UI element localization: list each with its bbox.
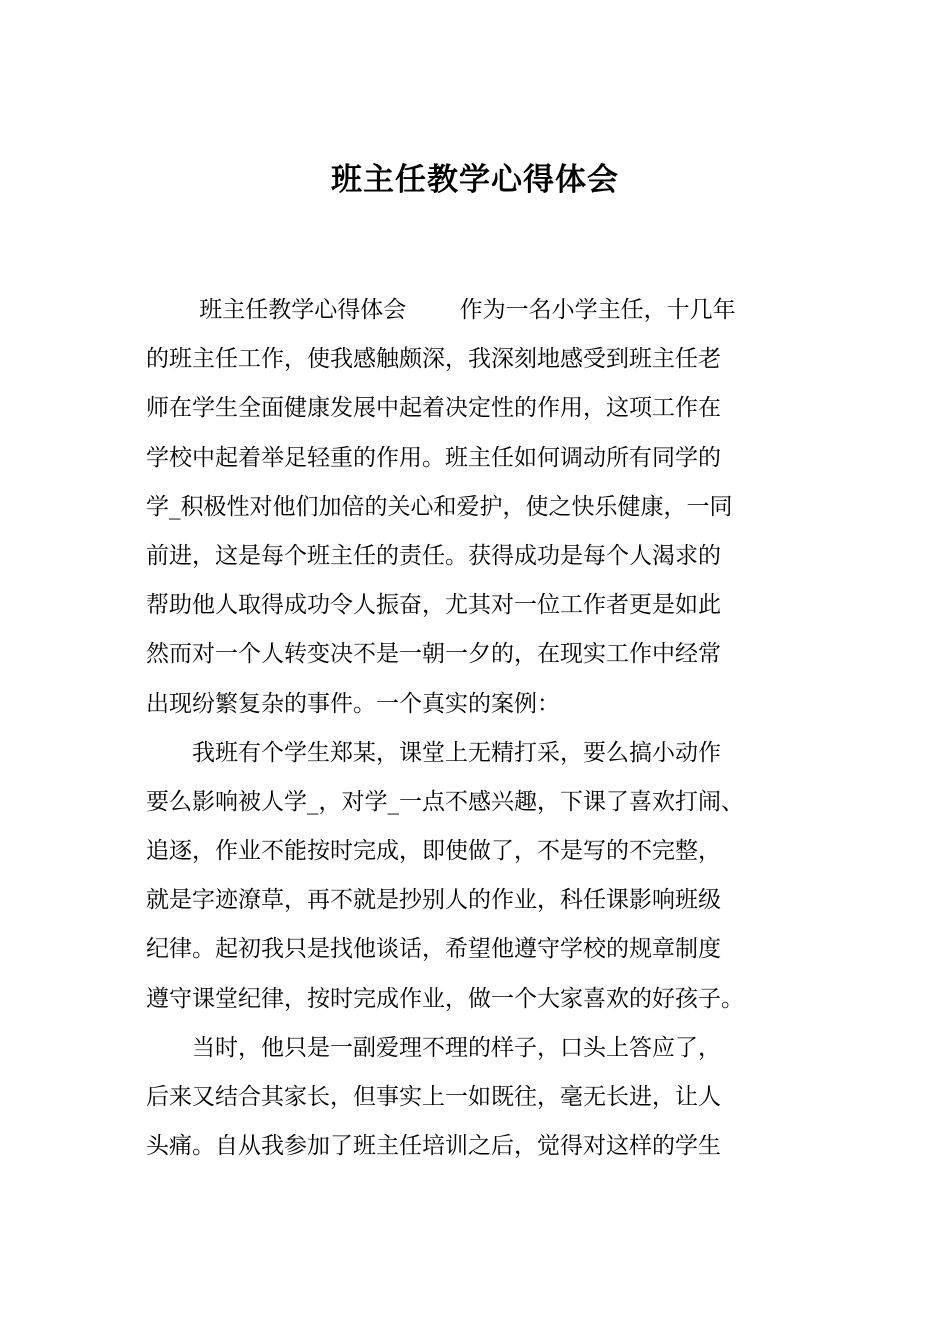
body-line: 学校中起着举足轻重的作用。班主任如何调动所有同学的 [146, 444, 721, 471]
body-line: 纪律。起初我只是找他谈话，希望他遵守学校的规章制度 [146, 936, 721, 963]
document-body [146, 290, 816, 1175]
body-line: 帮助他人取得成功令人振奋，尤其对一位工作者更是如此 [146, 592, 721, 619]
document-title: 班主任教学心得体会 [331, 162, 619, 198]
body-line: 班主任教学心得体会 作为一名小学主任，十几年 [146, 297, 736, 323]
body-line: 师在学生全面健康发展中起着决定性的作用，这项工作在 [146, 395, 721, 422]
body-line: 当时，他只是一副爱理不理的样子，口头上答应了， [146, 1034, 721, 1061]
body-line: 学_积极性对他们加倍的关心和爱护，使之快乐健康，一同 [146, 493, 733, 520]
body-line: 然而对一个人转变决不是一朝一夕的，在现实工作中经常 [146, 641, 721, 668]
body-line: 我班有个学生郑某，课堂上无精打采，要么搞小动作 [146, 739, 721, 766]
body-line: 追逐，作业不能按时完成，即使做了，不是写的不完整， [146, 838, 721, 865]
body-line: 就是字迹潦草，再不就是抄别人的作业，科任课影响班级 [146, 887, 721, 914]
body-line: 要么影响被人学_，对学_一点不感兴趣，下课了喜欢打闹、 [146, 788, 744, 815]
body-line: 出现纷繁复杂的事件。一个真实的案例： [146, 690, 560, 717]
body-line: 前进，这是每个班主任的责任。获得成功是每个人渴求的 [146, 542, 721, 569]
body-line: 的班主任工作，使我感触颇深，我深刻地感受到班主任老 [146, 346, 721, 373]
body-line: 头痛。自从我参加了班主任培训之后，觉得对这样的学生 [146, 1133, 721, 1160]
body-line: 遵守课堂纪律，按时完成作业，做一个大家喜欢的好孩子。 [146, 985, 744, 1012]
body-line: 后来又结合其家长，但事实上一如既往，毫无长进，让人 [146, 1084, 721, 1110]
